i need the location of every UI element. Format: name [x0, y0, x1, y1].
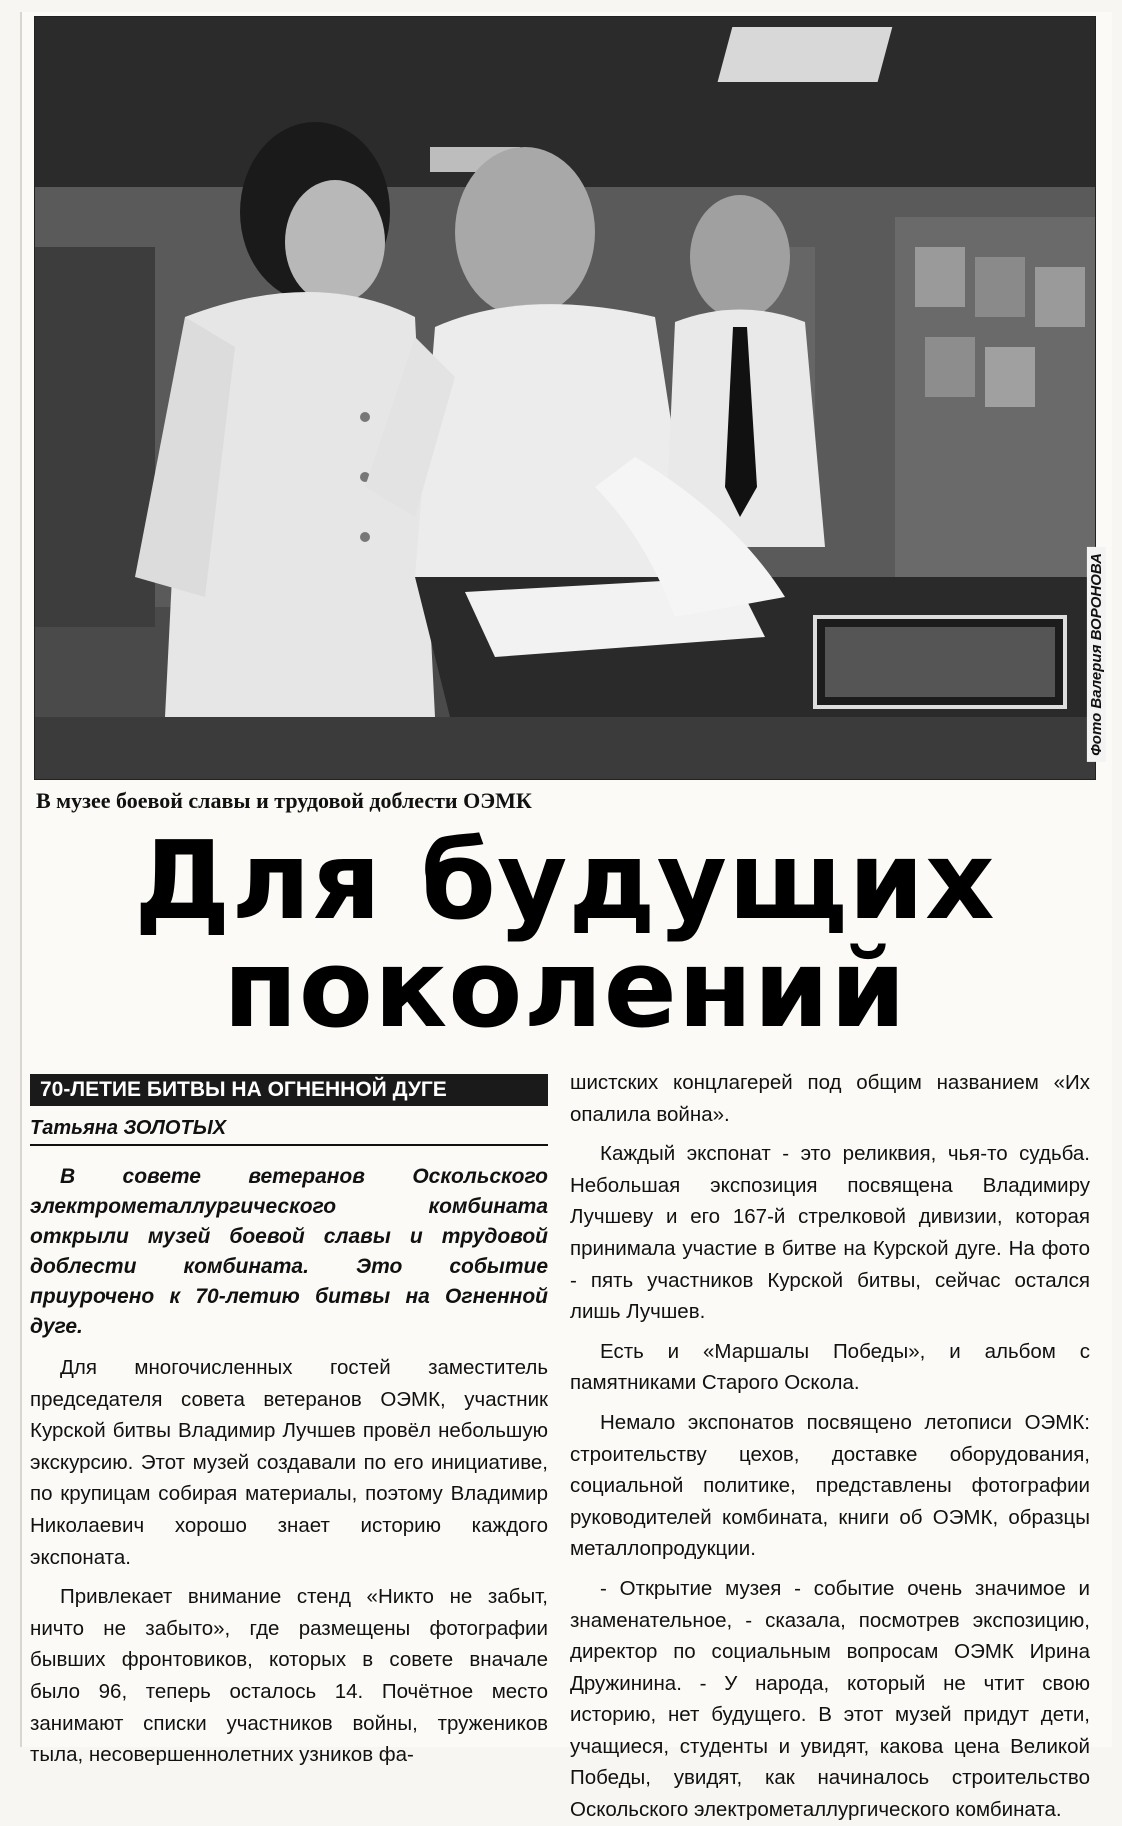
paragraph: Есть и «Маршалы Победы», и альбом с памятниками Старого Оскола.: [570, 1339, 1090, 1395]
right-column: [570, 1067, 1090, 1826]
headline-line-1: Для будущих: [134, 819, 996, 944]
photo-caption: В музее боевой славы и трудовой доблести ОЭМК: [36, 788, 532, 813]
article-photo: [34, 16, 1105, 780]
museum-photo-illustration: [35, 17, 1095, 779]
paragraph: Каждый экспонат - это реликвия, чья-то судьба. Небольшая экспозиция посвящена Владимиру Лучшеву и его 167-й стрелковой дивизии, которая принимала участие в битве на Курской дуге. На фото - пять участников Курской битвы, сейчас остался лишь Лучшев.: [570, 1142, 1090, 1324]
author-byline: Татьяна ЗОЛОТЫХ: [30, 1117, 548, 1146]
paragraph-continuation: шистских концлагерей под общим названием «Их опалила война».: [570, 1071, 1090, 1126]
paragraph: Немало экспонатов посвящено летописи ОЭМК: строительству цехов, доставке оборудования, социальной политике, представлены фотографии руководителей комбината, книги об ОЭМК, образцы металлопродукции.: [570, 1410, 1090, 1561]
headline-line-2: поколений: [223, 927, 907, 1052]
paragraph: - Открытие музея - событие очень значимое и знаменательное, - сказала, посмотрев экспозицию, директор по социальным вопросам ОЭМК Ирина Дружинина. - У народа, который не чтит свою историю, нет будущего. В этот музей придут дети, учащиеся, студенты и увидят, какова цена Великой Победы, увидят, как начиналось строительство Оскольского электрометаллургического комбината.: [570, 1576, 1090, 1822]
paragraph: Привлекает внимание стенд «Никто не забыт, ничто не забыто», где размещены фотографии бывших фронтовиков, которых в совете вначале было 96, теперь осталось 14. Почётное место занимают списки участников войны, тружеников тыла, несовершеннолетних узников фа-: [30, 1585, 548, 1767]
photo-credit: Фото Валерия ВОРОНОВА: [1087, 547, 1106, 762]
article-lead: В совете ветеранов Оскольского электрометаллургического комбината открыли музей боевой славы и трудовой доблести комбината. Это событие приурочено к 70-летию битвы на Огненной дуге.: [30, 1165, 548, 1338]
left-column: [30, 1162, 548, 1771]
paragraph: Для многочисленных гостей заместитель председателя совета ветеранов ОЭМК, участник Курской битвы Владимир Лучшев провёл небольшую экскурсию. Этот музей создавали по его инициативе, по крупицам собирая материалы, поэтому Владимир Николаевич хорошо знает историю каждого экспоната.: [30, 1356, 548, 1569]
article-headline: [40, 819, 1090, 1052]
rubric-banner: 70-ЛЕТИЕ БИТВЫ НА ОГНЕННОЙ ДУГЕ: [30, 1074, 548, 1106]
